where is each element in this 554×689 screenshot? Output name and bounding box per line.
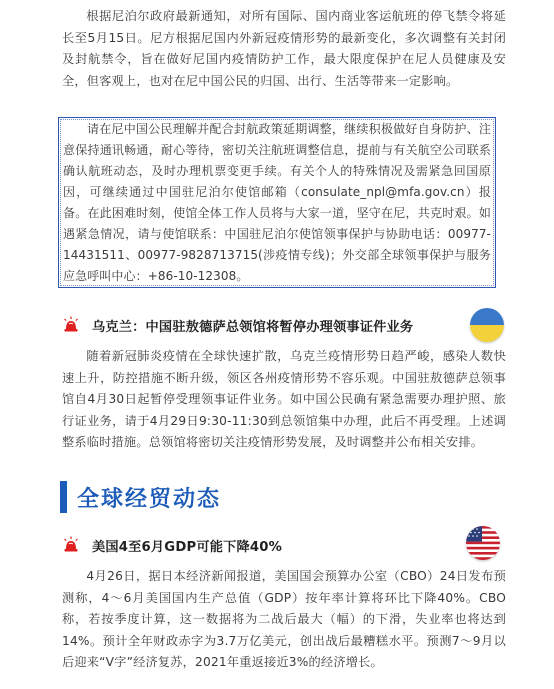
us-title: 美国4至6月GDP可能下降40% [92,539,283,555]
nepal-notice-box [58,117,496,288]
section-title-text: 全球经贸动态 [77,486,222,512]
us-heading [62,534,282,556]
ukraine-title: 乌克兰：中国驻敖德萨总领馆将暂停办理领事证件业务 [92,319,414,335]
section-title [60,480,221,514]
ukraine-paragraph: 随着新冠肺炎疫情在全球快速扩散，乌克兰疫情形势日趋严峻，感染人数快速上升，防控措施不断升级，领区各州疫情形势不容乐观。中国驻敖德萨总领事馆自4月30日起暂停受理领事证件业务。如中国公民确有紧急需要办理护照、旅行证业务，请于4月29日9:30-11:30到总领馆集中办理，此后不再受理。上述调整系临时措施。总领馆将密切关注疫情形势发展，及时调整并公布相关安排。 [62,349,506,450]
ukraine-flag-icon [470,308,504,342]
siren-icon [62,316,80,334]
nepal-intro-paragraph: 根据尼泊尔政府最新通知，对所有国际、国内商业客运航班的停飞禁令将延长至5月15日。尼方根据尼国内外新冠疫情形势的最新变化，多次调整有关封闭及封航禁令，旨在做好尼国内疫情防护工作，最大限度保护在尼人员健康及安全，但客观上，也对在尼中国公民的归国、出行、生活等带来一定影响。 [62,9,506,88]
us-paragraph: 4月26日，据日本经济新闻报道，美国国会预算办公室（CBO）24日发布预测称，4～6月美国国内生产总值（GDP）按年率计算将环比下降40%。CBO称，若按季度计算，这一数据将为二战后最大（幅）的下滑，失业率也将达到14%。预计全年财政赤字为3.7万亿美元，创出战后最糟糕水平。预测7～9月以后迎来“V字”经济复苏，2021年重返接近3%的经济增长。 [62,569,506,670]
us-flag-icon [466,526,500,560]
nepal-boxed-paragraph: 请在尼中国公民理解并配合封航政策延期调整，继续积极做好自身防护、注意保持通讯畅通，耐心等待，密切关注航班调整信息，提前与有关航空公司联系确认航班动态，及时办理机票变更手续。有关个人的特殊情况及需紧急回国原因，可继续通过中国驻尼泊尔使馆邮箱（consulate_npl@mfa.gov.cn）报备。在此困难时刻，使馆全体工作人员将与大家一道，坚守在尼，共克时艰。如遇紧急情况，请与使馆联系：中国驻尼泊尔使馆领事保护与协助电话：00977-14431511、00977-9828713715(涉疫情专线)；外交部全球领事保护与服务应急呼叫中心：+86-10-12308。 [63,122,491,283]
ukraine-heading [62,314,413,336]
section-title-bar [60,481,67,513]
siren-icon [62,536,80,554]
